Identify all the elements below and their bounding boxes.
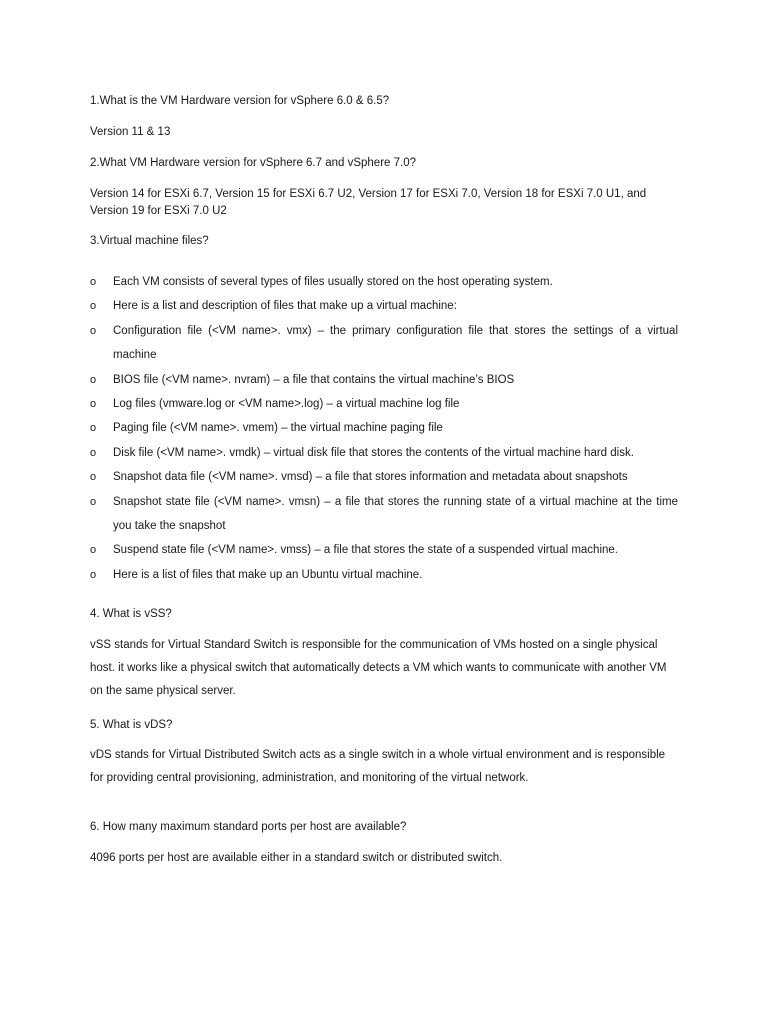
list-item (90, 392, 678, 416)
answer-1: Version 11 & 13 (90, 126, 171, 138)
bullet-icon: o (90, 495, 97, 508)
virtual-machine-files-list (90, 270, 678, 587)
list-item-text: Here is a list of files that make up an Ubuntu virtual machine. (113, 568, 423, 581)
list-item (90, 563, 678, 587)
bullet-icon: o (90, 544, 97, 557)
question-2: 2.What VM Hardware version for vSphere 6.7 and vSphere 7.0? (90, 157, 417, 169)
bullet-icon: o (90, 300, 97, 313)
list-item-text: Snapshot data file (<VM name>. vmsd) – a file that stores information and metadata about snapshots (113, 471, 628, 484)
list-item (90, 416, 678, 440)
bullet-icon: o (90, 276, 97, 288)
question-5: 5. What is vDS? (90, 719, 173, 731)
list-item-text: Suspend state file (<VM name>. vmss) – a file that stores the state of a suspended virtual machine. (113, 544, 618, 557)
answer-5: vDS stands for Virtual Distributed Switch acts as a single switch in a whole virtual environment and is responsible for providing central provisioning, administration, and monitoring of the virtual network. (90, 749, 666, 784)
bullet-icon: o (90, 373, 97, 386)
list-item (90, 538, 678, 562)
bullet-icon: o (90, 568, 97, 581)
answer-4: vSS stands for Virtual Standard Switch is responsible for the communication of VMs hosted on a single physical host. it works like a physical switch that automatically detects a VM which wants to communicate with another VM on the same physical server. (90, 639, 667, 697)
bullet-icon: o (90, 398, 97, 411)
question-3: 3.Virtual machine files? (90, 235, 209, 247)
list-item-text: Log files (vmware.log or <VM name>.log) – a virtual machine log file (113, 398, 460, 411)
bullet-icon: o (90, 422, 97, 435)
list-item (90, 294, 678, 318)
list-item (90, 368, 678, 392)
bullet-icon: o (90, 446, 97, 459)
question-6: 6. How many maximum standard ports per host are available? (90, 821, 407, 833)
list-item (90, 319, 678, 368)
list-item (90, 490, 678, 539)
list-item-text: Here is a list and description of files that make up a virtual machine: (113, 300, 457, 313)
list-item (90, 465, 678, 489)
list-item (90, 441, 678, 465)
list-item-text: BIOS file (<VM name>. nvram) – a file that contains the virtual machine’s BIOS (113, 373, 515, 386)
list-item-text: Paging file (<VM name>. vmem) – the virtual machine paging file (113, 422, 443, 435)
list-item (90, 270, 678, 294)
list-item-text: Disk file (<VM name>. vmdk) – virtual disk file that stores the contents of the virtual machine hard disk. (113, 446, 634, 459)
question-4: 4. What is vSS? (90, 608, 172, 620)
answer-6: 4096 ports per host are available either in a standard switch or distributed switch. (90, 852, 503, 864)
question-1: 1.What is the VM Hardware version for vSphere 6.0 & 6.5? (90, 95, 390, 107)
bullet-icon: o (90, 324, 97, 337)
list-item-text: Configuration file (<VM name>. vmx) – the primary configuration file that stores the settings of a virtual machine (113, 324, 678, 362)
list-item-text: Snapshot state file (<VM name>. vmsn) – a file that stores the running state of a virtual machine at the time you take the snapshot (113, 495, 678, 533)
answer-2: Version 14 for ESXi 6.7, Version 15 for ESXi 6.7 U2, Version 17 for ESXi 7.0, Version 18 for ESXi 7.0 U1, and Version 19 for ESXi 7.0 U2 (90, 188, 647, 217)
bullet-icon: o (90, 471, 97, 484)
list-item-text: Each VM consists of several types of files usually stored on the host operating system. (113, 276, 553, 288)
